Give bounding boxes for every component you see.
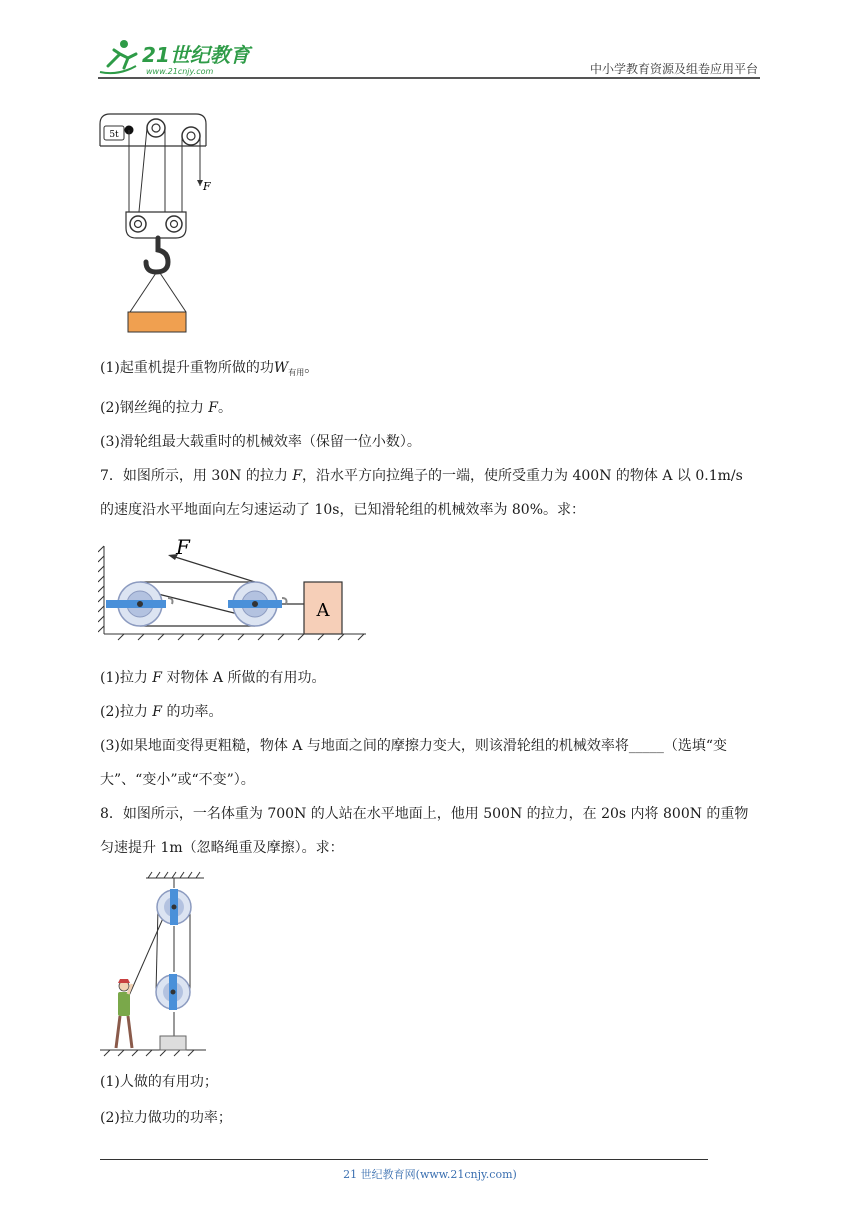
q7-stem-text-a: 7．如图所示，用 30N 的拉力 — [100, 468, 293, 484]
q7-part1-text-a: (1)拉力 — [100, 670, 153, 686]
lower-pulley-icon — [156, 974, 190, 1010]
q6-part3: (3)滑轮组最大载重时的机械效率（保留一位小数）。 — [100, 434, 421, 450]
q6-part1 — [100, 358, 318, 380]
q6-part2 — [100, 398, 232, 418]
q8-part1: (1)人做的有用功； — [100, 1074, 218, 1090]
q7-stem-text-b: ，沿水平方向拉绳子的一端，使所受重力为 400N 的物体 A 以 0.1m/s — [302, 468, 743, 484]
q8-stem-line2: 匀速提升 1m（忽略绳重及摩擦）。求： — [100, 840, 344, 856]
person-icon — [116, 979, 132, 1048]
crane-pulley-figure — [98, 110, 216, 334]
q8-stem-line1: 8．如图所示，一名体重为 700N 的人站在水平地面上，他用 500N 的拉力，在 20s 内将 800N 的重物 — [100, 806, 749, 822]
crane-capacity-label: 5t — [109, 130, 119, 140]
q6-part1-text: (1)起重机提升重物所做的功 — [100, 360, 274, 376]
fixed-pulley-icon — [106, 582, 166, 626]
moving-pulley-icon — [228, 582, 282, 626]
q7-stem-var: F — [292, 468, 303, 484]
q7-part2-var: F — [152, 704, 162, 720]
logo-url: www.21cnjy.com — [146, 67, 214, 76]
header-divider — [98, 77, 760, 79]
page-footer: 21 世纪教育网(www.21cnjy.com) — [343, 1168, 517, 1181]
q6-part2-text: (2)钢丝绳的拉力 — [100, 400, 209, 416]
q6-part1-end: 。 — [304, 360, 319, 376]
q7-part3-line2: 大”、“变小”或“不变”）。 — [100, 772, 255, 788]
q7-force-label: F — [176, 535, 190, 559]
q7-stem-line1 — [100, 466, 743, 486]
block-a-label: A — [316, 600, 330, 621]
q7-part2-text-a: (2)拉力 — [100, 704, 153, 720]
footer-divider — [100, 1159, 708, 1160]
page-header — [98, 30, 760, 80]
force-label-f: F — [203, 180, 211, 193]
q6-part2-var: F — [208, 400, 218, 416]
q7-stem-line2: 的速度沿水平地面向左匀速运动了 10s，已知滑轮组的机械效率为 80%。求： — [100, 502, 586, 518]
q6-part2-end: 。 — [218, 400, 232, 416]
q7-part1-text-b: 对物体 A 所做的有用功。 — [162, 670, 326, 686]
upper-pulley-icon — [157, 889, 191, 925]
q6-part1-sub: 有用 — [288, 368, 305, 377]
q7-part2-text-b: 的功率。 — [162, 704, 223, 720]
logo-text: 21世纪教育 — [142, 43, 250, 67]
q8-part2: (2)拉力做功的功率； — [100, 1110, 232, 1126]
logo — [98, 36, 258, 78]
horizontal-pulley-figure — [98, 534, 370, 648]
person-pulley-figure — [98, 870, 210, 1058]
platform-title: 中小学教育资源及组卷应用平台 — [589, 62, 758, 76]
q7-part1-var: F — [152, 670, 162, 686]
q7-part2 — [100, 702, 222, 722]
q6-part1-var: W — [273, 360, 289, 376]
q7-part3-line1: (3)如果地面变得更粗糙，物体 A 与地面之间的摩擦力变大，则该滑轮组的机械效率将_____（选填“变 — [100, 738, 727, 754]
q7-part1 — [100, 668, 325, 688]
runner-icon — [100, 40, 136, 73]
